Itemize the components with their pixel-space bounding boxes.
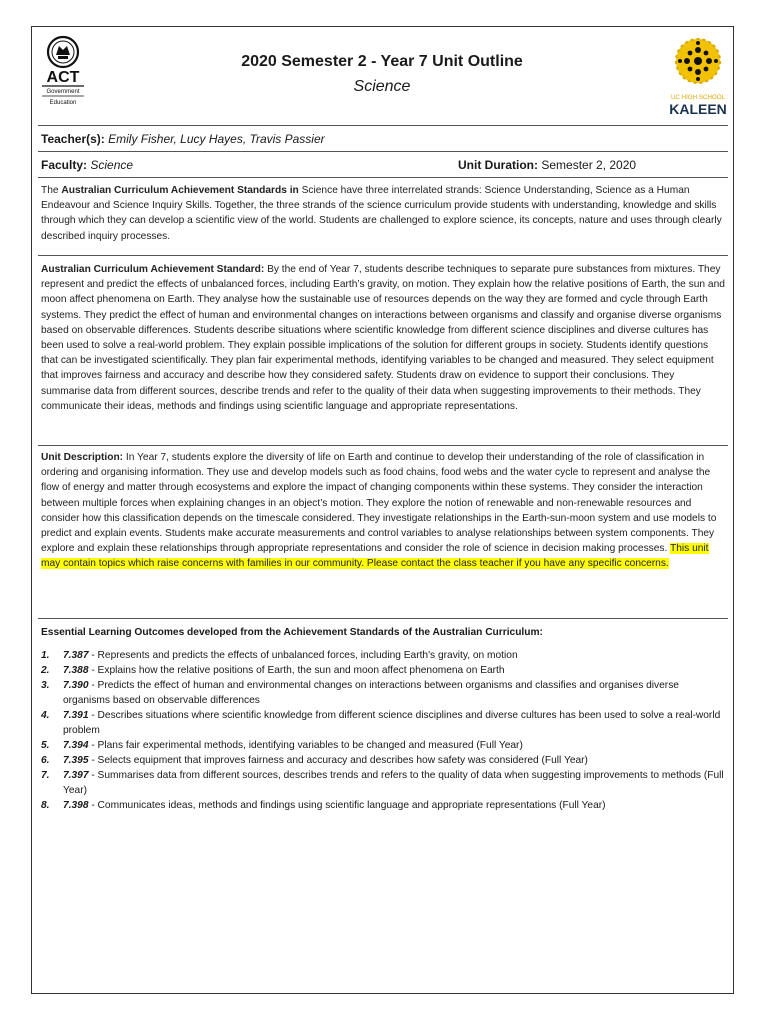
outcome-code: 7.388 (63, 665, 89, 676)
outcome-number: 1. (41, 650, 50, 661)
outcome-text: - Predicts the effect of human and environmental changes on interactions between organisms and classifies and organises diverse organisms based on observable differences (63, 680, 679, 706)
list-item (41, 738, 725, 753)
divider (38, 445, 728, 446)
intro-text: Science have three interrelated strands: Science Understanding, Science as a Human Endeavour and Science Inquiry Skills. Together, the three strands of the science curriculum provide students with understanding, knowledge and skills through which they can develop a scientific view of the world. Students are challenged to explore science, its concepts, nature and uses through clearly described inquiry processes. (41, 185, 722, 242)
teachers-label: Teacher(s): (41, 132, 105, 146)
faculty-row (41, 158, 133, 172)
list-item (41, 663, 725, 678)
outcomes-list (41, 648, 725, 813)
outcome-text: - Summarises data from different sources, describes trends and refers to the quality of data when suggesting improvements to methods (Full Year) (63, 770, 724, 796)
unit-description-label: Unit Description: (41, 452, 124, 463)
unit-description-text: In Year 7, students explore the diversity of life on Earth and continue to develop their understanding of the role of classification in ordering and organising information. They use and develop models such as food chains, food webs and the water cycle to represent and analyse the flow of energy and matter through ecosystems and explore the impact of changing components within these systems. They consider the interaction between multiple forces when explaining changes in an object’s motion. They explore the notion of renewable and non-renewable resources and consider how this classification depends on the timescale considered. They investigate relationships in the Earth-sun-moon system and use models to predict and explain events. Students make accurate measurements and control variables to analyse relationships between system components. They explore and explain these relationships through appropriate representations and consider the role of science in decision making processes. (41, 452, 717, 555)
outcome-number: 8. (41, 800, 50, 811)
outcome-number: 6. (41, 755, 50, 766)
list-item (41, 768, 725, 798)
outcome-code: 7.391 (63, 710, 89, 721)
list-item (41, 678, 725, 708)
list-item (41, 708, 725, 738)
faculty-label: Faculty: (41, 158, 88, 172)
outcome-text: - Selects equipment that improves fairness and accuracy and describes how safety was considered (Full Year) (88, 755, 588, 766)
unit-description (41, 450, 725, 572)
divider (38, 151, 728, 152)
act-logo-text: ACT (46, 69, 80, 86)
intro-pre: The (41, 185, 62, 196)
achievement-standard-label: Australian Curriculum Achievement Standard: (41, 264, 265, 275)
outcome-text: - Represents and predicts the effects of unbalanced forces, including Earth's gravity, on motion (88, 650, 518, 661)
outcome-code: 7.394 (63, 740, 89, 751)
outcome-code: 7.397 (63, 770, 89, 781)
document-page (31, 26, 734, 994)
achievement-standard (41, 262, 725, 414)
learning-outcomes (41, 625, 725, 813)
intro-bold: Australian Curriculum Achievement Standards in (61, 185, 299, 196)
kaleen-logo-name: KALEEN (669, 101, 727, 117)
page-title: 2020 Semester 2 - Year 7 Unit Outline (241, 53, 523, 70)
faculty-value: Science (90, 158, 134, 172)
divider (38, 177, 728, 178)
outcome-number: 2. (41, 665, 50, 676)
divider (38, 255, 728, 256)
outcome-code: 7.390 (63, 680, 89, 691)
title-block (152, 53, 612, 96)
list-item (41, 648, 725, 663)
list-item (41, 798, 725, 813)
duration-label: Unit Duration: (458, 158, 538, 172)
outcome-text: - Plans fair experimental methods, identifying variables to be changed and measured (Full Year) (88, 740, 523, 751)
outcome-code: 7.387 (63, 650, 89, 661)
outcome-text: - Explains how the relative positions of Earth, the sun and moon affect phenomena on Earth (88, 665, 505, 676)
header (32, 27, 733, 125)
act-logo-government: Government (46, 89, 80, 95)
outcomes-title: Essential Learning Outcomes developed from the Achievement Standards of the Australian Curriculum: (41, 627, 543, 638)
act-logo-education: Education (49, 100, 77, 106)
outcome-code: 7.398 (63, 800, 89, 811)
outcome-number: 4. (41, 710, 50, 721)
concerns-notice: This unit may contain topics which raise concerns with families in our community. Please contact the class teacher if you have any specific concerns. (41, 543, 709, 570)
outcome-code: 7.395 (63, 755, 89, 766)
act-government-logo (38, 35, 88, 121)
outcome-number: 5. (41, 740, 50, 751)
kaleen-logo-school: UC HIGH SCHOOL (671, 94, 725, 101)
outcome-text: - Communicates ideas, methods and findings using scientific language and appropriate representations (Full Year) (88, 800, 606, 811)
list-item (41, 753, 725, 768)
teachers-value: Emily Fisher, Lucy Hayes, Travis Passier (108, 132, 325, 146)
divider (38, 125, 728, 126)
achievement-standard-text: By the end of Year 7, students describe techniques to separate pure substances from mixtures. They represent and predict the effects of unbalanced forces, including Earth’s gravity, on motion. They explain how the relative positions of Earth, the sun and moon affect phenomena on Earth. They analyse how the sustainable use of resources depends on the way they are formed and cycle through Earth systems. They predict the effect of human and environmental changes on interactions between organisms and classify and organise diverse organisms based on observable differences. Students describe situations where scientific knowledge from different science disciplines and diverse cultures has been used to solve a real-world problem. They explain possible implications of the solution for different groups in society. Students identify questions that can be investigated scientifically. They plan fair experimental methods, identifying variables to be changed and measured. They select equipment that improves fairness and accuracy and describe how they considered safety. Students draw on evidence to support their conclusions. They summarise data from different sources, describe trends and refer to the quality of their data when suggesting improvements to their methods. They communicate their ideas, methods and findings using scientific language and appropriate representations. (41, 264, 725, 412)
duration-value: Semester 2, 2020 (541, 158, 637, 172)
divider (38, 618, 728, 619)
outcome-number: 3. (41, 680, 50, 691)
outcome-number: 7. (41, 770, 50, 781)
intro-paragraph (41, 183, 725, 244)
outcome-text: - Describes situations where scientific knowledge from different science disciplines and diverse cultures has been used to solve a real-world problem (63, 710, 721, 736)
kaleen-school-logo (665, 33, 731, 119)
page-subtitle: Science (353, 78, 411, 95)
teachers-row (41, 132, 325, 146)
duration-row (458, 158, 636, 172)
